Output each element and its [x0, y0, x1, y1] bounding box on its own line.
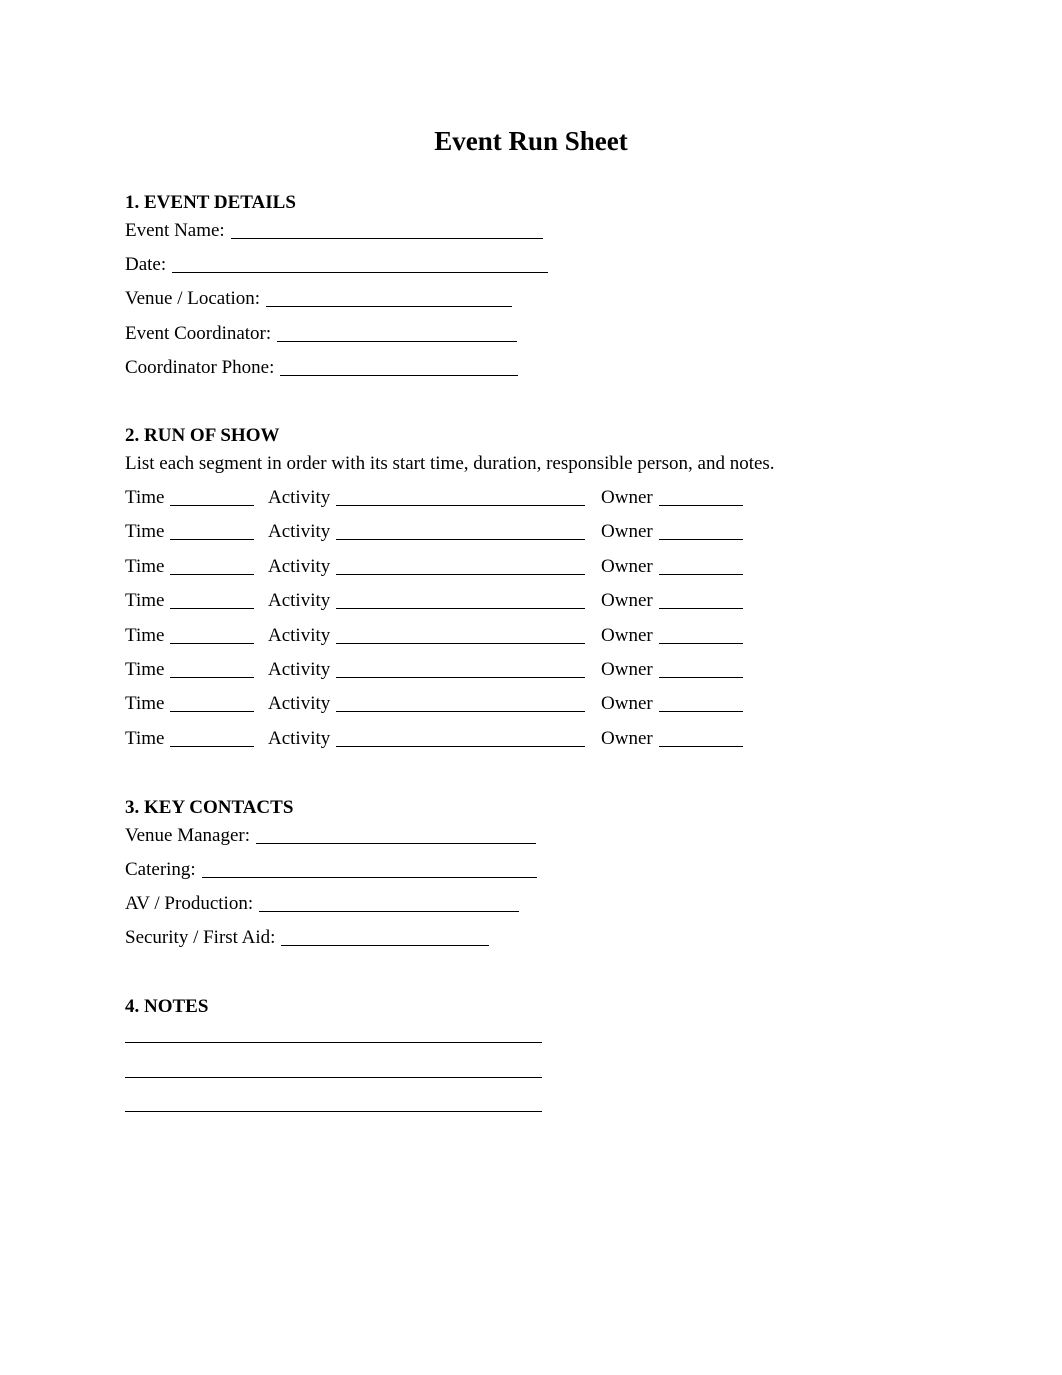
owner-blank[interactable] [659, 658, 743, 678]
time-blank[interactable] [170, 727, 254, 747]
field-label: Event Name: [125, 220, 225, 241]
activity-label: Activity [268, 521, 331, 542]
field-event-name [125, 219, 543, 243]
run-of-show-row [125, 555, 765, 579]
field-label: Security / First Aid: [125, 927, 276, 948]
owner-cell [601, 555, 743, 579]
time-blank[interactable] [170, 589, 254, 609]
run-of-show-row [125, 692, 765, 716]
time-cell [125, 692, 254, 716]
field-av-production [125, 892, 519, 916]
time-cell [125, 658, 254, 682]
owner-blank[interactable] [659, 692, 743, 712]
owner-blank[interactable] [659, 727, 743, 747]
activity-cell [268, 658, 585, 682]
owner-label: Owner [601, 728, 653, 749]
owner-label: Owner [601, 693, 653, 714]
owner-label: Owner [601, 659, 653, 680]
owner-label: Owner [601, 521, 653, 542]
field-label: Event Coordinator: [125, 323, 272, 344]
time-cell [125, 555, 254, 579]
av-production-blank[interactable] [259, 892, 519, 912]
activity-blank[interactable] [336, 692, 585, 712]
field-venue-location [125, 287, 512, 311]
notes-line[interactable] [125, 1077, 542, 1078]
event-coordinator-blank[interactable] [277, 322, 517, 342]
activity-blank[interactable] [336, 624, 585, 644]
activity-blank[interactable] [336, 520, 585, 540]
field-label: Venue / Location: [125, 288, 261, 309]
activity-blank[interactable] [336, 658, 585, 678]
activity-cell [268, 624, 585, 648]
owner-cell [601, 727, 743, 751]
activity-cell [268, 589, 585, 613]
time-blank[interactable] [170, 692, 254, 712]
owner-label: Owner [601, 556, 653, 577]
time-cell [125, 520, 254, 544]
document-title: Event Run Sheet [434, 126, 628, 156]
run-of-show-row [125, 727, 765, 751]
time-label: Time [125, 556, 165, 577]
activity-label: Activity [268, 590, 331, 611]
activity-cell [268, 486, 585, 510]
time-blank[interactable] [170, 624, 254, 644]
event-name-blank[interactable] [231, 219, 543, 239]
owner-cell [601, 589, 743, 613]
run-of-show-row [125, 624, 765, 648]
owner-label: Owner [601, 625, 653, 646]
venue-location-blank[interactable] [266, 287, 512, 307]
time-blank[interactable] [170, 520, 254, 540]
time-label: Time [125, 659, 165, 680]
activity-blank[interactable] [336, 589, 585, 609]
field-venue-manager [125, 824, 536, 848]
time-blank[interactable] [170, 486, 254, 506]
run-of-show-row [125, 486, 765, 510]
run-of-show-row [125, 658, 765, 682]
activity-cell [268, 520, 585, 544]
time-label: Time [125, 487, 165, 508]
time-label: Time [125, 590, 165, 611]
section-heading-notes: 4. NOTES [125, 996, 209, 1017]
field-label: AV / Production: [125, 893, 254, 914]
activity-label: Activity [268, 625, 331, 646]
field-coordinator-phone [125, 356, 518, 380]
activity-label: Activity [268, 556, 331, 577]
field-date [125, 253, 548, 277]
activity-label: Activity [268, 693, 331, 714]
time-blank[interactable] [170, 555, 254, 575]
field-event-coordinator [125, 322, 517, 346]
owner-blank[interactable] [659, 624, 743, 644]
owner-blank[interactable] [659, 520, 743, 540]
field-catering [125, 858, 537, 882]
venue-manager-blank[interactable] [256, 824, 536, 844]
owner-cell [601, 624, 743, 648]
section-heading-run-of-show: 2. RUN OF SHOW [125, 425, 280, 446]
owner-cell [601, 692, 743, 716]
activity-cell [268, 555, 585, 579]
notes-line[interactable] [125, 1111, 542, 1112]
activity-blank[interactable] [336, 727, 585, 747]
run-of-show-instructions: List each segment in order with its start time, duration, responsible person, and notes. [125, 453, 775, 474]
time-label: Time [125, 693, 165, 714]
time-label: Time [125, 521, 165, 542]
time-cell [125, 589, 254, 613]
owner-blank[interactable] [659, 486, 743, 506]
coordinator-phone-blank[interactable] [280, 356, 518, 376]
activity-label: Activity [268, 659, 331, 680]
time-cell [125, 727, 254, 751]
date-blank[interactable] [172, 253, 548, 273]
activity-blank[interactable] [336, 555, 585, 575]
activity-cell [268, 692, 585, 716]
owner-cell [601, 486, 743, 510]
field-security-first-aid [125, 926, 489, 950]
time-label: Time [125, 625, 165, 646]
security-first-aid-blank[interactable] [281, 926, 489, 946]
activity-label: Activity [268, 728, 331, 749]
owner-cell [601, 658, 743, 682]
owner-label: Owner [601, 487, 653, 508]
run-of-show-row [125, 520, 765, 544]
owner-blank[interactable] [659, 589, 743, 609]
time-cell [125, 486, 254, 510]
field-label: Date: [125, 254, 167, 275]
owner-blank[interactable] [659, 555, 743, 575]
time-label: Time [125, 728, 165, 749]
owner-cell [601, 520, 743, 544]
field-label: Coordinator Phone: [125, 357, 275, 378]
section-heading-event-details: 1. EVENT DETAILS [125, 192, 296, 213]
activity-label: Activity [268, 487, 331, 508]
field-label: Catering: [125, 859, 196, 880]
activity-blank[interactable] [336, 486, 585, 506]
catering-blank[interactable] [202, 858, 537, 878]
field-label: Venue Manager: [125, 825, 251, 846]
run-of-show-row [125, 589, 765, 613]
section-heading-key-contacts: 3. KEY CONTACTS [125, 797, 294, 818]
notes-line[interactable] [125, 1042, 542, 1043]
owner-label: Owner [601, 590, 653, 611]
time-blank[interactable] [170, 658, 254, 678]
time-cell [125, 624, 254, 648]
activity-cell [268, 727, 585, 751]
